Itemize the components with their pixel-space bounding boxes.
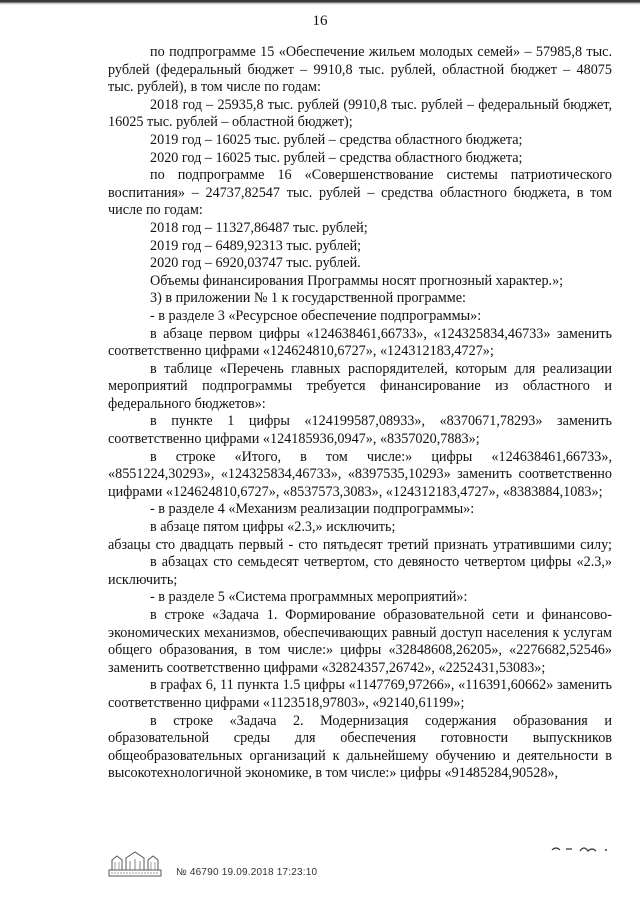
- paragraph: по подпрограмме 15 «Обеспечение жильем молодых семей» – 57985,8 тыс. рублей (федеральный бюджет – 9910,8 тыс. рублей, областной бюджет – 48075 тыс. рублей), в том числе по годам:: [108, 44, 612, 96]
- paragraph: в строке «Задача 2. Модернизация содержания образования и образовательной среды для обеспечения готовности выпускников общеобразовательных организаций к дальнейшему обучению и деятельности в высокотехнологичной экономике, в том числе:» цифры «91485284,90528»,: [108, 712, 612, 782]
- paragraph: в абзацах сто семьдесят четвертом, сто девяносто четвертом цифры «2.3,» исключить;: [108, 554, 612, 588]
- paragraph: 2020 год – 16025 тыс. рублей – средства областного бюджета;: [150, 149, 523, 166]
- registration-stamp: № 46790 19.09.2018 17:23:10: [176, 867, 318, 878]
- paragraph: по подпрограмме 16 «Совершенствование системы патриотического воспитания» – 24737,82547 тыс. рублей – средства областного бюджета, в том числе по годам:: [108, 167, 612, 219]
- paragraph: 2018 год – 11327,86487 тыс. рублей;: [150, 219, 368, 236]
- paragraph: Объемы финансирования Программы носят прогнозный характер.»;: [150, 272, 564, 289]
- paragraph: 2020 год – 6920,03747 тыс. рублей.: [150, 255, 361, 272]
- page-number: 16: [312, 13, 328, 29]
- paragraph: - в разделе 3 «Ресурсное обеспечение подпрограммы»:: [150, 307, 482, 324]
- paragraph: в строке «Итого, в том числе:» цифры «124638461,66733», «8551224,30293», «124325834,46733», «8397535,10293» заменить соответственно цифрами «124624810,6727», «8537573,3083», «124312183,4727», «8383884,1083»;: [108, 448, 612, 500]
- paragraph: 2018 год – 25935,8 тыс. рублей (9910,8 тыс. рублей – федеральный бюджет, 16025 тыс. рублей – областной бюджет);: [108, 96, 612, 131]
- paragraph: в абзаце первом цифры «124638461,66733», «124325834,46733» заменить соответственно цифрами «124624810,6727», «124312183,4727»;: [108, 325, 612, 360]
- registry-seal-icon: [108, 850, 162, 878]
- page-top-edge: [0, 0, 640, 5]
- page-footer: [108, 850, 612, 890]
- handwritten-mark-icon: [550, 842, 610, 856]
- paragraph: в таблице «Перечень главных распорядителей, которым для реализации мероприятий подпрограммы требуется финансирование из областного и федерального бюджетов»:: [108, 360, 612, 412]
- paragraph: в пункте 1 цифры «124199587,08933», «8370671,78293» заменить соответственно цифрами «124185936,0947», «8357020,7883»;: [108, 413, 612, 448]
- paragraph: в графах 6, 11 пункта 1.5 цифры «1147769,97266», «116391,60662» заменить соответственно цифрами «1123518,97803», «92140,61199»;: [108, 677, 612, 711]
- paragraph: в строке «Задача 1. Формирование образовательной сети и финансово-экономических механизмов, обеспечивающих равный доступ населения к услугам общего образования, в том числе:» цифры «32848608,26205», «2276682,52546» заменить соответственно цифрами «32824357,26742», «2252431,53083»;: [108, 607, 612, 676]
- document-body: [108, 44, 612, 783]
- paragraph: 3) в приложении № 1 к государственной программе:: [150, 290, 466, 307]
- paragraph: 2019 год – 16025 тыс. рублей – средства областного бюджета;: [150, 131, 523, 148]
- paragraph: - в разделе 5 «Система программных мероприятий»:: [150, 589, 468, 606]
- paragraph: абзацы сто двадцать первый - сто пятьдесят третий признать утратившими силу;: [108, 536, 612, 553]
- paragraph: - в разделе 4 «Механизм реализации подпрограммы»:: [150, 501, 475, 518]
- paragraph: в абзаце пятом цифры «2.3,» исключить;: [150, 519, 396, 536]
- paragraph: 2019 год – 6489,92313 тыс. рублей;: [150, 237, 362, 254]
